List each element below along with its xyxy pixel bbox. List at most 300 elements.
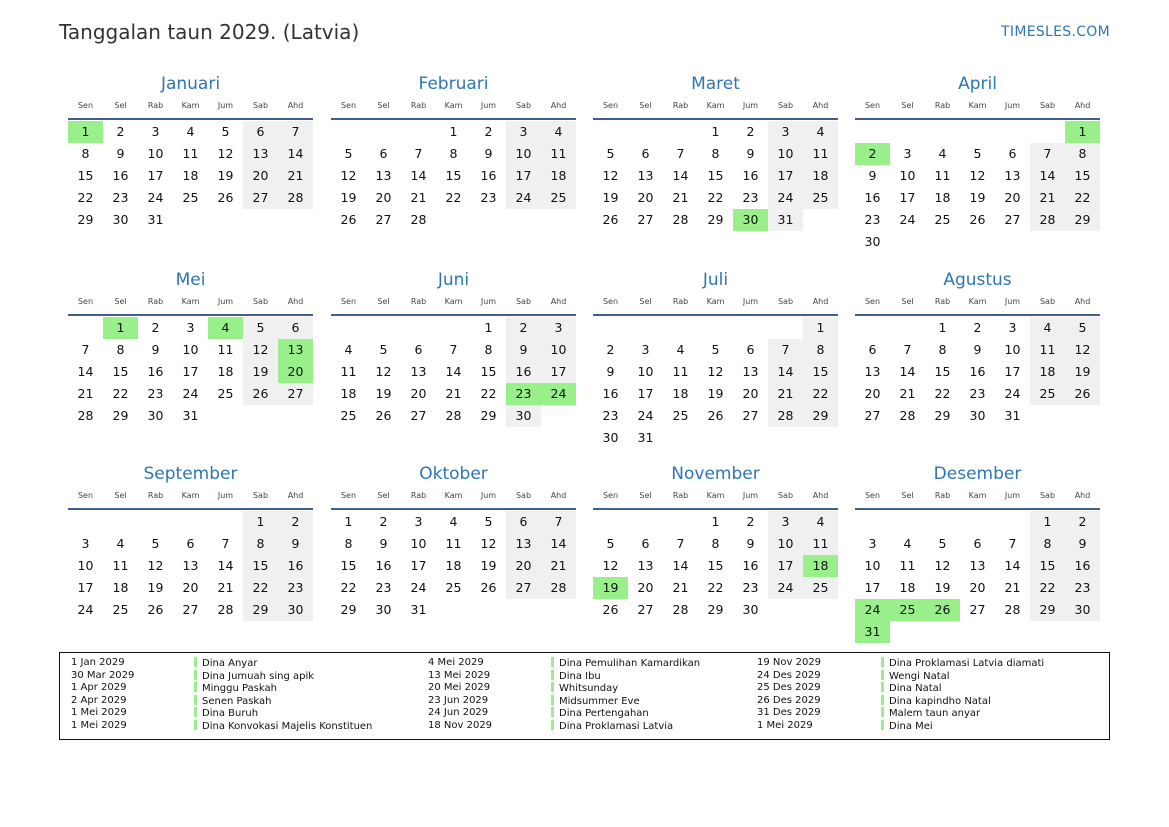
day-cell: 5 <box>243 317 278 339</box>
day-cell: 19 <box>147 580 164 595</box>
legend-holiday-name: Dina Pemulihan Kamardikan <box>559 658 701 669</box>
weekday-header <box>331 490 576 510</box>
day-cell: 1 <box>449 124 458 139</box>
holiday-day-cell: 23 <box>506 383 541 405</box>
day-cell: 17 <box>410 558 427 573</box>
holiday-day-cell: 1 <box>1065 121 1100 143</box>
month-name: September <box>143 464 238 484</box>
empty-cell <box>768 317 803 339</box>
month-name: April <box>958 74 997 94</box>
legend-holiday-name: Whitsunday <box>559 683 619 695</box>
day-cell: 26 <box>1065 383 1100 405</box>
weekday-label: Kam <box>444 491 463 500</box>
weekday-label: Sen <box>340 491 357 500</box>
day-cell: 1 <box>711 514 720 529</box>
day-cell: 5 <box>151 536 160 551</box>
day-cell: 28 <box>768 405 803 427</box>
day-cell: 29 <box>1030 599 1065 621</box>
day-cell: 21 <box>445 386 462 401</box>
day-cell: 22 <box>803 383 838 405</box>
day-cell: 3 <box>541 317 576 339</box>
legend-date: 30 Mar 2029 <box>71 669 135 681</box>
holiday-marker-icon <box>551 695 554 705</box>
day-cell: 12 <box>147 558 164 573</box>
day-cell: 17 <box>899 190 916 205</box>
holiday-marker-icon <box>194 682 197 692</box>
day-cell: 5 <box>221 124 230 139</box>
weekday-label: Sel <box>114 297 127 306</box>
day-cell: 27 <box>278 383 313 405</box>
day-cell: 9 <box>379 536 388 551</box>
weekday-label: Jum <box>217 491 234 500</box>
day-cell: 12 <box>375 364 392 379</box>
day-cell: 14 <box>672 168 689 183</box>
weekday-label: Sel <box>377 101 390 110</box>
day-cell: 19 <box>934 580 951 595</box>
day-cell: 13 <box>243 143 278 165</box>
day-cell: 21 <box>541 555 576 577</box>
month-juni <box>331 269 576 427</box>
day-cell: 13 <box>410 364 427 379</box>
weekday-label: Ahd <box>550 297 567 306</box>
day-cell: 27 <box>375 212 392 227</box>
day-cell: 22 <box>707 190 724 205</box>
legend-holiday <box>194 707 258 721</box>
day-cell: 20 <box>742 386 759 401</box>
day-cell: 7 <box>903 342 912 357</box>
weekday-label: Jum <box>742 101 759 110</box>
empty-cell <box>925 121 960 143</box>
day-cell: 9 <box>278 533 313 555</box>
empty-cell <box>855 121 890 143</box>
day-cell: 16 <box>147 364 164 379</box>
month-mei <box>68 269 313 427</box>
day-cell: 7 <box>221 536 230 551</box>
day-cell: 3 <box>768 511 803 533</box>
day-cell: 28 <box>541 577 576 599</box>
day-cell: 20 <box>410 386 427 401</box>
weekday-label: Rab <box>410 101 427 110</box>
day-cell: 8 <box>449 146 458 161</box>
day-grid <box>68 121 313 231</box>
day-cell: 7 <box>278 121 313 143</box>
day-cell: 6 <box>1008 146 1017 161</box>
legend-date: 24 Des 2029 <box>757 669 821 681</box>
day-cell: 13 <box>506 533 541 555</box>
day-cell: 10 <box>1004 342 1021 357</box>
legend-date: 2 Apr 2029 <box>71 694 127 706</box>
day-cell: 10 <box>899 168 916 183</box>
legend-holiday-name: Dina Jumuah sing apik <box>202 670 315 682</box>
legend-holiday <box>551 682 618 696</box>
day-cell: 22 <box>77 190 94 205</box>
day-cell: 23 <box>1065 577 1100 599</box>
weekday-label: Sab <box>777 101 794 110</box>
weekday-label: Sab <box>515 491 532 500</box>
day-cell: 8 <box>116 342 125 357</box>
day-cell: 20 <box>375 190 392 205</box>
weekday-label: Sel <box>377 297 390 306</box>
empty-cell <box>890 317 925 339</box>
day-cell: 23 <box>147 386 164 401</box>
month-name: Desember <box>933 464 1022 484</box>
legend-date: 1 Mei 2029 <box>71 720 127 731</box>
holiday-day-cell: 4 <box>208 317 243 339</box>
legend-date: 1 Jan 2029 <box>71 657 125 668</box>
day-cell: 4 <box>803 121 838 143</box>
day-cell: 28 <box>217 602 234 617</box>
day-cell: 28 <box>1030 209 1065 231</box>
legend-holiday-name: Minggu Paskah <box>202 683 277 695</box>
day-cell: 30 <box>278 599 313 621</box>
empty-cell <box>1030 121 1065 143</box>
day-cell: 13 <box>637 168 654 183</box>
holiday-day-cell: 30 <box>733 209 768 231</box>
weekday-label: Rab <box>147 101 164 110</box>
day-cell: 15 <box>707 168 724 183</box>
day-cell: 17 <box>637 386 654 401</box>
day-cell: 16 <box>506 361 541 383</box>
day-cell: 26 <box>375 408 392 423</box>
day-cell: 10 <box>410 536 427 551</box>
weekday-label: Rab <box>672 491 689 500</box>
weekday-label: Kam <box>706 297 725 306</box>
day-cell: 28 <box>672 602 689 617</box>
weekday-label: Sel <box>901 297 914 306</box>
empty-cell <box>995 511 1030 533</box>
day-cell: 1 <box>803 317 838 339</box>
day-cell: 29 <box>77 212 94 227</box>
holiday-marker-icon <box>881 682 884 692</box>
day-cell: 6 <box>278 317 313 339</box>
legend-date: 24 Jun 2029 <box>428 707 489 719</box>
day-cell: 29 <box>480 408 497 423</box>
day-cell: 11 <box>934 168 951 183</box>
day-cell: 6 <box>746 342 755 357</box>
weekday-label: Sab <box>252 297 269 306</box>
day-grid <box>331 511 576 621</box>
day-cell: 29 <box>112 408 129 423</box>
day-cell: 14 <box>899 364 916 379</box>
day-cell: 21 <box>217 580 234 595</box>
day-cell: 21 <box>410 190 427 205</box>
empty-cell <box>855 511 890 533</box>
day-cell: 12 <box>934 558 951 573</box>
day-cell: 13 <box>637 558 654 573</box>
day-cell: 8 <box>711 536 720 551</box>
month-name: November <box>671 464 760 484</box>
weekday-label: Ahd <box>812 297 829 306</box>
day-cell: 10 <box>864 558 881 573</box>
legend-holiday <box>881 720 933 734</box>
holiday-day-cell: 24 <box>855 599 890 621</box>
day-cell: 13 <box>742 364 759 379</box>
weekday-label: Rab <box>934 297 951 306</box>
holiday-marker-icon <box>194 670 197 680</box>
holiday-legend <box>59 652 1110 740</box>
day-cell: 12 <box>602 168 619 183</box>
day-cell: 7 <box>768 339 803 361</box>
empty-cell <box>331 121 366 143</box>
day-grid <box>331 317 576 427</box>
day-cell: 2 <box>746 514 755 529</box>
day-cell: 8 <box>344 536 353 551</box>
day-cell: 18 <box>217 364 234 379</box>
legend-date: 1 Apr 2029 <box>71 682 127 694</box>
day-cell: 6 <box>506 511 541 533</box>
day-cell: 11 <box>541 143 576 165</box>
weekday-label: Sen <box>864 491 881 500</box>
day-cell: 2 <box>506 317 541 339</box>
weekday-label: Rab <box>934 101 951 110</box>
weekday-label: Ahd <box>287 101 304 110</box>
weekday-label: Sel <box>901 101 914 110</box>
weekday-header <box>593 296 838 316</box>
day-cell: 19 <box>340 190 357 205</box>
day-cell: 19 <box>480 558 497 573</box>
legend-holiday-name: Dina kapindho Natal <box>889 695 991 707</box>
empty-cell <box>68 511 103 533</box>
weekday-label: Sab <box>515 101 532 110</box>
empty-cell <box>593 317 628 339</box>
day-cell: 10 <box>541 339 576 361</box>
weekday-header <box>68 490 313 510</box>
day-cell: 6 <box>641 536 650 551</box>
day-cell: 9 <box>484 146 493 161</box>
weekday-label: Jum <box>1004 101 1021 110</box>
day-grid <box>68 317 313 427</box>
day-cell: 29 <box>340 602 357 617</box>
day-cell: 2 <box>379 514 388 529</box>
day-grid <box>68 511 313 621</box>
day-cell: 31 <box>637 430 654 445</box>
weekday-label: Sen <box>864 101 881 110</box>
day-cell: 12 <box>340 168 357 183</box>
weekday-label: Kam <box>444 101 463 110</box>
day-cell: 9 <box>606 364 615 379</box>
day-cell: 7 <box>81 342 90 357</box>
legend-date: 23 Jun 2029 <box>428 694 489 706</box>
day-cell: 14 <box>768 361 803 383</box>
holiday-day-cell: 19 <box>593 577 628 599</box>
day-cell: 19 <box>243 361 278 383</box>
month-november <box>593 463 838 621</box>
legend-holiday <box>194 657 257 671</box>
day-cell: 9 <box>151 342 160 357</box>
weekday-label: Sen <box>340 101 357 110</box>
day-cell: 1 <box>938 320 947 335</box>
day-cell: 27 <box>1004 212 1021 227</box>
weekday-label: Sen <box>77 101 94 110</box>
month-name: Januari <box>160 74 221 94</box>
legend-holiday <box>551 695 640 709</box>
empty-cell <box>960 511 995 533</box>
weekday-label: Jum <box>480 101 497 110</box>
weekday-label: Sel <box>377 491 390 500</box>
holiday-marker-icon <box>194 657 197 667</box>
day-cell: 8 <box>803 339 838 361</box>
day-cell: 30 <box>375 602 392 617</box>
day-cell: 5 <box>379 342 388 357</box>
weekday-label: Kam <box>181 297 200 306</box>
day-cell: 20 <box>637 580 654 595</box>
day-cell: 21 <box>278 165 313 187</box>
legend-date: 20 Mei 2029 <box>428 682 491 694</box>
day-cell: 18 <box>803 165 838 187</box>
weekday-label: Sen <box>602 491 619 500</box>
day-cell: 6 <box>186 536 195 551</box>
day-cell: 10 <box>182 342 199 357</box>
day-cell: 11 <box>803 533 838 555</box>
day-grid <box>855 317 1100 427</box>
day-cell: 20 <box>637 190 654 205</box>
day-cell: 9 <box>1065 533 1100 555</box>
day-cell: 28 <box>278 187 313 209</box>
holiday-marker-icon <box>194 707 197 717</box>
day-cell: 16 <box>375 558 392 573</box>
empty-cell <box>331 317 366 339</box>
day-cell: 14 <box>1004 558 1021 573</box>
legend-holiday <box>194 682 277 696</box>
day-cell: 26 <box>480 580 497 595</box>
day-cell: 14 <box>445 364 462 379</box>
day-cell: 30 <box>112 212 129 227</box>
weekday-label: Kam <box>706 101 725 110</box>
day-cell: 29 <box>707 212 724 227</box>
day-cell: 30 <box>602 430 619 445</box>
day-cell: 21 <box>672 190 689 205</box>
empty-cell <box>663 511 698 533</box>
day-cell: 29 <box>1065 209 1100 231</box>
holiday-day-cell: 26 <box>925 599 960 621</box>
legend-holiday <box>194 670 314 684</box>
day-grid <box>593 317 838 449</box>
day-cell: 19 <box>707 386 724 401</box>
day-cell: 4 <box>344 342 353 357</box>
day-cell: 11 <box>672 364 689 379</box>
day-cell: 16 <box>480 168 497 183</box>
day-cell: 18 <box>672 386 689 401</box>
day-cell: 3 <box>768 121 803 143</box>
month-desember <box>855 463 1100 643</box>
day-cell: 3 <box>81 536 90 551</box>
month-name: Oktober <box>419 464 488 484</box>
day-cell: 27 <box>506 577 541 599</box>
day-cell: 3 <box>903 146 912 161</box>
day-cell: 24 <box>182 386 199 401</box>
empty-cell <box>890 511 925 533</box>
day-cell: 23 <box>864 212 881 227</box>
day-cell: 3 <box>186 320 195 335</box>
day-cell: 1 <box>243 511 278 533</box>
day-cell: 11 <box>1030 339 1065 361</box>
day-cell: 8 <box>711 146 720 161</box>
day-cell: 31 <box>1004 408 1021 423</box>
day-cell: 27 <box>969 602 986 617</box>
weekday-label: Jum <box>742 491 759 500</box>
day-cell: 10 <box>637 364 654 379</box>
legend-holiday <box>881 670 950 684</box>
legend-holiday-name: Dina Buruh <box>202 708 259 720</box>
day-cell: 11 <box>899 558 916 573</box>
weekday-header <box>68 296 313 316</box>
weekday-label: Kam <box>706 491 725 500</box>
weekday-label: Sab <box>1039 297 1056 306</box>
day-cell: 20 <box>506 555 541 577</box>
weekday-label: Sab <box>252 491 269 500</box>
day-cell: 11 <box>182 146 199 161</box>
weekday-header <box>855 490 1100 510</box>
day-cell: 12 <box>602 558 619 573</box>
day-cell: 10 <box>768 533 803 555</box>
day-cell: 30 <box>147 408 164 423</box>
day-cell: 11 <box>445 536 462 551</box>
day-cell: 15 <box>803 361 838 383</box>
day-cell: 20 <box>243 165 278 187</box>
legend-holiday-name: Dina Ibu <box>559 670 601 682</box>
day-cell: 9 <box>116 146 125 161</box>
day-cell: 2 <box>746 124 755 139</box>
day-cell: 26 <box>147 602 164 617</box>
weekday-label: Kam <box>181 491 200 500</box>
day-cell: 22 <box>1030 577 1065 599</box>
day-cell: 31 <box>410 602 427 617</box>
empty-cell <box>698 317 733 339</box>
empty-cell <box>173 511 208 533</box>
weekday-header <box>331 100 576 120</box>
day-cell: 9 <box>746 536 755 551</box>
day-cell: 7 <box>676 536 685 551</box>
day-cell: 25 <box>803 577 838 599</box>
day-cell: 2 <box>116 124 125 139</box>
day-cell: 23 <box>969 386 986 401</box>
weekday-label: Sab <box>252 101 269 110</box>
day-cell: 16 <box>112 168 129 183</box>
day-grid <box>855 511 1100 643</box>
weekday-label: Ahd <box>1074 101 1091 110</box>
day-cell: 30 <box>1065 599 1100 621</box>
day-cell: 18 <box>934 190 951 205</box>
day-cell: 21 <box>672 580 689 595</box>
day-cell: 15 <box>1030 555 1065 577</box>
empty-cell <box>138 511 173 533</box>
legend-holiday <box>881 657 1044 671</box>
brand-link[interactable]: TIMESLES.COM <box>1001 24 1110 40</box>
day-cell: 4 <box>541 121 576 143</box>
day-cell: 11 <box>340 364 357 379</box>
weekday-header <box>855 100 1100 120</box>
empty-cell <box>366 121 401 143</box>
day-cell: 24 <box>77 602 94 617</box>
legend-holiday <box>881 707 980 721</box>
day-cell: 15 <box>480 364 497 379</box>
day-cell: 23 <box>278 577 313 599</box>
holiday-marker-icon <box>881 720 884 730</box>
day-cell: 26 <box>969 212 986 227</box>
empty-cell <box>995 121 1030 143</box>
holiday-day-cell: 1 <box>103 317 138 339</box>
weekday-label: Sel <box>639 101 652 110</box>
day-cell: 2 <box>973 320 982 335</box>
month-maret <box>593 73 838 231</box>
empty-cell <box>628 121 663 143</box>
day-cell: 14 <box>278 143 313 165</box>
day-cell: 5 <box>606 146 615 161</box>
day-cell: 11 <box>217 342 234 357</box>
day-cell: 7 <box>449 342 458 357</box>
day-cell: 14 <box>672 558 689 573</box>
weekday-label: Kam <box>968 297 987 306</box>
